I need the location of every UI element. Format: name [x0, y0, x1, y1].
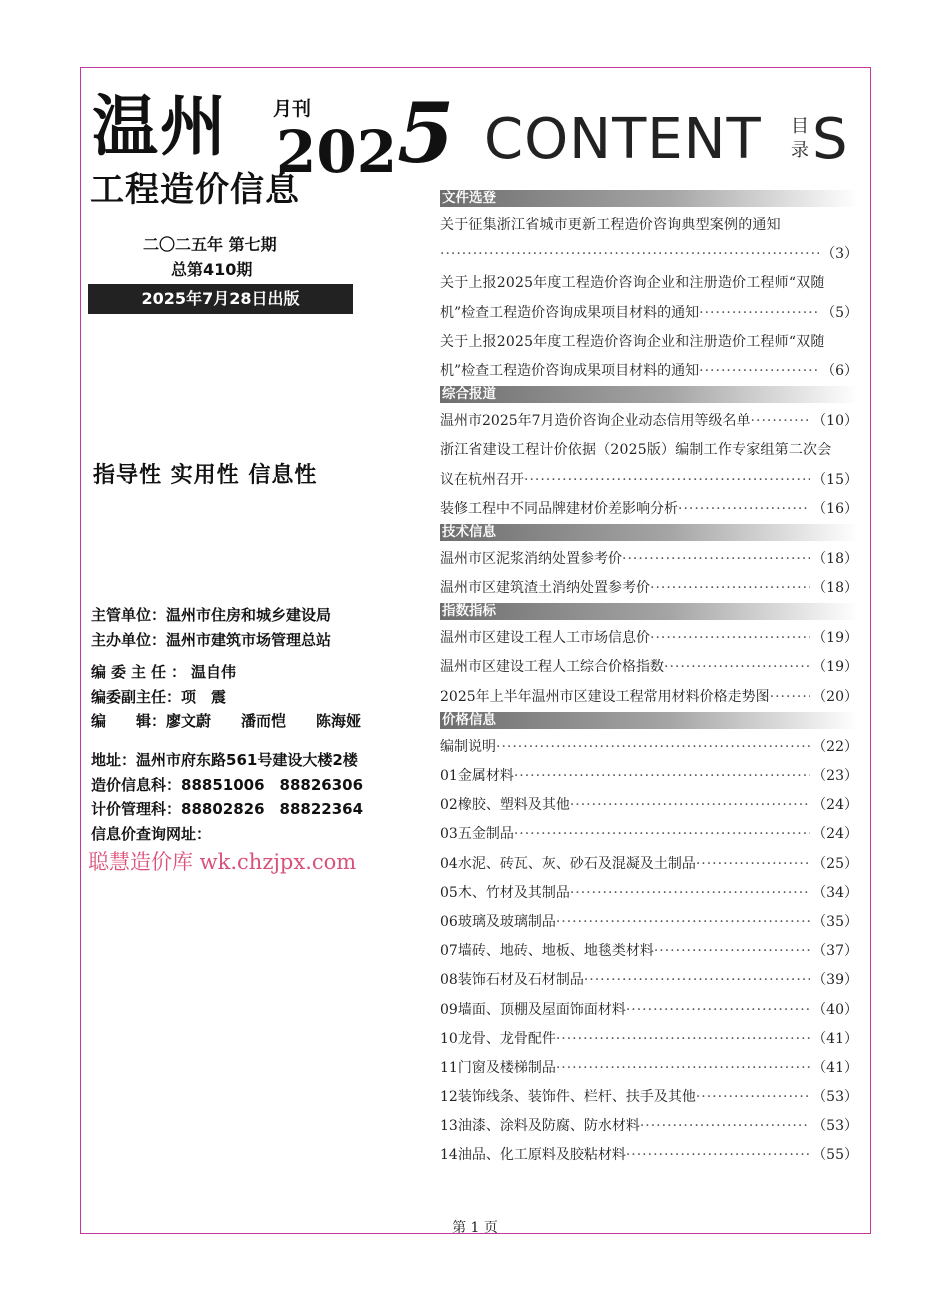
sponsor-label: 主办单位：: [91, 630, 167, 649]
toc-entry-last-line: [440, 996, 858, 1025]
toc-entry-title: 13油漆、涂料及防腐、防水材料: [440, 1118, 640, 1135]
toc-entry[interactable]: [440, 436, 858, 494]
toc-entry[interactable]: [440, 733, 858, 762]
toc-entry-title: 2025年上半年温州市区建设工程常用材料价格走势图: [440, 688, 770, 705]
year-label: [276, 86, 455, 186]
toc-entry-title: 浙江省建设工程计价依据（2025版）编制工作专家组第二次会: [440, 442, 832, 459]
toc-entry-title: 01金属材料: [440, 768, 514, 784]
toc-dot-leader: [650, 574, 810, 603]
toc-entry-title: 温州市区建设工程人工综合价格指数: [440, 659, 664, 676]
toc-entry[interactable]: [440, 269, 858, 327]
magazine-title: 温州: [92, 88, 228, 165]
toc-dot-leader: [654, 937, 810, 966]
toc-dot-leader: [524, 466, 810, 495]
toc-entry-title: 09墙面、顶棚及屋面饰面材料: [440, 1001, 626, 1018]
toc-page-ref: （19）: [812, 630, 858, 647]
toc-entry-title: 02橡胶、塑料及其他: [440, 797, 570, 814]
toc-entry-title: 关于征集浙江省城市更新工程造价咨询典型案例的通知: [440, 217, 781, 233]
toc-page-ref: （25）: [812, 855, 858, 872]
price-info-row: [91, 773, 363, 798]
toc-entry-line: [440, 269, 858, 298]
toc-dot-leader: [699, 299, 819, 328]
toc-section-header: 综合报道: [440, 386, 858, 403]
address-label: 地址：: [91, 751, 137, 769]
toc-entry-last-line: [440, 653, 858, 682]
toc-entry-title: 11门窗及楼梯制品: [440, 1059, 556, 1076]
director-label: 编委主任：: [91, 663, 192, 681]
toc-entry-title: 05木、竹材及其制品: [440, 884, 570, 901]
toc-entry-title: 08装饰石材及石材制品: [440, 972, 584, 989]
toc-entry-title: 议在杭州召开: [440, 471, 524, 488]
toc-page-ref: （41）: [812, 1059, 858, 1076]
toc-dot-leader: [626, 1141, 810, 1170]
toc-dot-leader: [751, 407, 811, 436]
deputy-value: 项 震: [181, 687, 227, 706]
toc-entry[interactable]: [440, 574, 858, 603]
toc-entry-last-line: [440, 624, 858, 653]
toc-entry[interactable]: [440, 1054, 858, 1083]
toc-page-ref: （23）: [812, 768, 858, 784]
deputy-row: [91, 685, 361, 710]
toc-page-ref: （34）: [812, 884, 858, 901]
toc-dot-leader: [440, 240, 819, 269]
toc-dot-leader: [650, 624, 810, 653]
toc-dot-leader: [584, 966, 810, 995]
publish-date: 2025年7月28日出版: [88, 284, 353, 314]
pricing-mgmt-label: 计价管理科：: [91, 800, 182, 818]
toc-dot-leader: [556, 1025, 810, 1054]
toc-dot-leader: [640, 1112, 810, 1141]
toc-entry-last-line: [440, 1054, 858, 1083]
toc-entry[interactable]: [440, 996, 858, 1025]
supervisor-label: 主管单位：: [91, 606, 167, 624]
year-suffix: 5: [397, 86, 455, 182]
toc-dot-leader: [514, 820, 810, 849]
toc-entry-last-line: [440, 495, 858, 524]
toc-entry-title: 10龙骨、龙骨配件: [440, 1030, 556, 1047]
toc-entry-last-line: [440, 850, 858, 879]
toc-entry-last-line: [440, 1112, 858, 1141]
toc-entry-title: 14油品、化工原料及胶粘材料: [440, 1147, 626, 1164]
toc-entry-last-line: [440, 1025, 858, 1054]
toc-dot-leader: [556, 908, 810, 937]
toc-entry[interactable]: [440, 1083, 858, 1112]
toc-entry-last-line: [440, 879, 858, 908]
toc-page-ref: （41）: [812, 1030, 858, 1047]
pricing-mgmt-row: [91, 797, 363, 822]
address-row: [91, 748, 363, 773]
toc-page-ref: （37）: [812, 943, 858, 960]
editorial-block: [91, 660, 361, 734]
toc-entry-last-line: [440, 683, 858, 712]
toc-entry-line: [440, 211, 858, 240]
price-info-label: 造价信息科：: [91, 775, 182, 794]
toc-entry-line: [440, 436, 858, 465]
toc-dot-leader: [622, 545, 810, 574]
toc-page-ref: （24）: [812, 797, 858, 814]
toc-entry-title: 03五金制品: [440, 826, 514, 843]
toc-section-header: 指数指标: [440, 603, 858, 620]
toc-page-ref: （22）: [812, 738, 858, 755]
toc-dot-leader: [556, 1054, 810, 1083]
toc-entry-last-line: [440, 908, 858, 937]
toc-entry-title: 04水泥、砖瓦、灰、砂石及混凝及土制品: [440, 855, 696, 872]
toc-entry-last-line: [440, 820, 858, 849]
toc-entry-title: 关于上报2025年度工程造价咨询企业和注册造价工程师“双随: [440, 333, 825, 350]
toc-entry[interactable]: [440, 820, 858, 849]
toc-page-ref: （15）: [812, 471, 858, 488]
toc-entry[interactable]: [440, 908, 858, 937]
toc-page-ref: （55）: [812, 1147, 858, 1164]
toc-section-header: 技术信息: [440, 524, 858, 541]
toc-page-ref: （35）: [812, 913, 858, 930]
toc-entry-title: 07墙砖、地砖、地板、地毯类材料: [440, 943, 654, 960]
toc-page-ref: （3）: [821, 246, 858, 263]
toc-entry-title: 温州市区泥浆消纳处置参考价: [440, 550, 622, 567]
toc-dot-leader: [570, 879, 810, 908]
toc-page-ref: （53）: [812, 1118, 858, 1135]
director-row: [91, 660, 361, 685]
supervisor-row: [91, 603, 331, 628]
website-row: [91, 822, 363, 847]
toc-entry-last-line: [440, 762, 858, 791]
editors-value: 廖文蔚 潘而恺 陈海娅: [166, 712, 362, 730]
toc-entry[interactable]: [440, 850, 858, 879]
toc-page-ref: （40）: [812, 1001, 858, 1018]
toc-entry-last-line: [440, 1083, 858, 1112]
toc-entry[interactable]: [440, 683, 858, 712]
toc-entry-last-line: [440, 1141, 858, 1170]
toc-entry[interactable]: [440, 495, 858, 524]
toc-entry-title: 温州市区建筑渣土消纳处置参考价: [440, 580, 650, 597]
toc-dot-leader: [496, 733, 810, 762]
toc-entry-last-line: [440, 299, 858, 328]
contents-heading: CONTENT: [484, 107, 762, 172]
toc-entry[interactable]: [440, 545, 858, 574]
contents-heading-s: S: [812, 107, 848, 172]
pricing-mgmt-value: 88802826 88822364: [181, 800, 364, 818]
toc-page-ref: （19）: [812, 659, 858, 676]
toc-entry-last-line: [440, 240, 858, 269]
organization-block: [91, 603, 331, 652]
toc-page-ref: （39）: [812, 972, 858, 989]
editors-row: [91, 709, 361, 734]
toc-entry[interactable]: [440, 937, 858, 966]
sponsor-row: [91, 628, 331, 653]
table-of-contents: [440, 190, 858, 1171]
toc-entry-title: 机”检查工程造价咨询成果项目材料的通知: [440, 362, 700, 379]
toc-page-ref: （10）: [812, 413, 858, 430]
toc-page-ref: （20）: [812, 688, 858, 705]
toc-entry[interactable]: [440, 407, 858, 436]
supervisor-value: 温州市住房和城乡建设局: [166, 606, 332, 624]
toc-entry[interactable]: [440, 328, 858, 386]
toc-page-ref: （6）: [821, 362, 858, 379]
toc-entry-last-line: [440, 937, 858, 966]
toc-entry-title: 06玻璃及玻璃制品: [440, 913, 556, 930]
sponsor-value: 温州市建筑市场管理总站: [166, 630, 332, 649]
toc-entry-title: 装修工程中不同品牌建材价差影响分析: [440, 500, 678, 517]
toc-entry[interactable]: [440, 1141, 858, 1170]
magazine-subtitle: 工程造价信息: [90, 170, 300, 210]
toc-dot-leader: [678, 495, 810, 524]
toc-entry-title: 温州市区建设工程人工市场信息价: [440, 630, 650, 647]
toc-entry-last-line: [440, 733, 858, 762]
toc-section-header: 价格信息: [440, 712, 858, 729]
toc-page-ref: （18）: [812, 550, 858, 567]
monthly-label: 月刊: [273, 98, 312, 120]
toc-entry-line: [440, 328, 858, 357]
contact-block: [91, 748, 363, 846]
toc-page-ref: （16）: [812, 500, 858, 517]
toc-dot-leader: [570, 791, 810, 820]
address-value: 温州市府东路561号建设大楼2楼: [136, 751, 358, 769]
total-issue-number: 总第410期: [171, 260, 253, 279]
toc-entry-last-line: [440, 545, 858, 574]
year-prefix: 202: [276, 118, 398, 186]
toc-dot-leader: [770, 683, 811, 712]
toc-entry-title: 12装饰线条、装饰件、栏杆、扶手及其他: [440, 1089, 696, 1106]
toc-entry-title: 机”检查工程造价咨询成果项目材料的通知: [440, 304, 700, 321]
watermark-text: 聪慧造价库 wk.chzjpx.com: [88, 850, 357, 874]
toc-entry-last-line: [440, 966, 858, 995]
toc-entry[interactable]: [440, 1025, 858, 1054]
toc-page-ref: （24）: [812, 826, 858, 843]
toc-entry-last-line: [440, 574, 858, 603]
toc-entry-last-line: [440, 407, 858, 436]
toc-entry-title: 温州市2025年7月造价咨询企业动态信用等级名单: [440, 413, 751, 430]
toc-dot-leader: [514, 762, 810, 791]
price-info-value: 88851006 88826306: [181, 775, 364, 794]
toc-dot-leader: [696, 850, 810, 879]
toc-section-header: 文件选登: [440, 190, 858, 207]
toc-entry[interactable]: [440, 966, 858, 995]
toc-entry[interactable]: [440, 653, 858, 682]
toc-dot-leader: [626, 996, 810, 1025]
page-number: 第 1 页: [452, 1220, 498, 1236]
contents-mulu: 目录: [791, 116, 809, 161]
slogan: 指导性 实用性 信息性: [93, 463, 318, 488]
toc-entry-title: 编制说明: [440, 738, 496, 755]
toc-entry-last-line: [440, 357, 858, 386]
toc-dot-leader: [664, 653, 810, 682]
toc-entry-last-line: [440, 466, 858, 495]
deputy-label: 编委副主任：: [91, 687, 182, 706]
toc-entry[interactable]: [440, 624, 858, 653]
toc-page-ref: （18）: [812, 580, 858, 597]
director-value: 温自伟: [191, 663, 237, 681]
toc-entry[interactable]: [440, 762, 858, 791]
toc-entry-last-line: [440, 791, 858, 820]
toc-page-ref: （53）: [812, 1089, 858, 1106]
toc-entry[interactable]: [440, 1112, 858, 1141]
toc-dot-leader: [696, 1083, 810, 1112]
toc-entry[interactable]: [440, 791, 858, 820]
toc-entry-title: 关于上报2025年度工程造价咨询企业和注册造价工程师“双随: [440, 275, 825, 292]
issue-number: 二〇二五年 第七期: [143, 235, 277, 254]
toc-entry[interactable]: [440, 211, 858, 269]
website-label: 信息价查询网址：: [91, 824, 212, 843]
editors-label: 编 辑：: [91, 712, 167, 730]
toc-dot-leader: [699, 357, 819, 386]
toc-entry[interactable]: [440, 879, 858, 908]
toc-page-ref: （5）: [821, 304, 858, 321]
